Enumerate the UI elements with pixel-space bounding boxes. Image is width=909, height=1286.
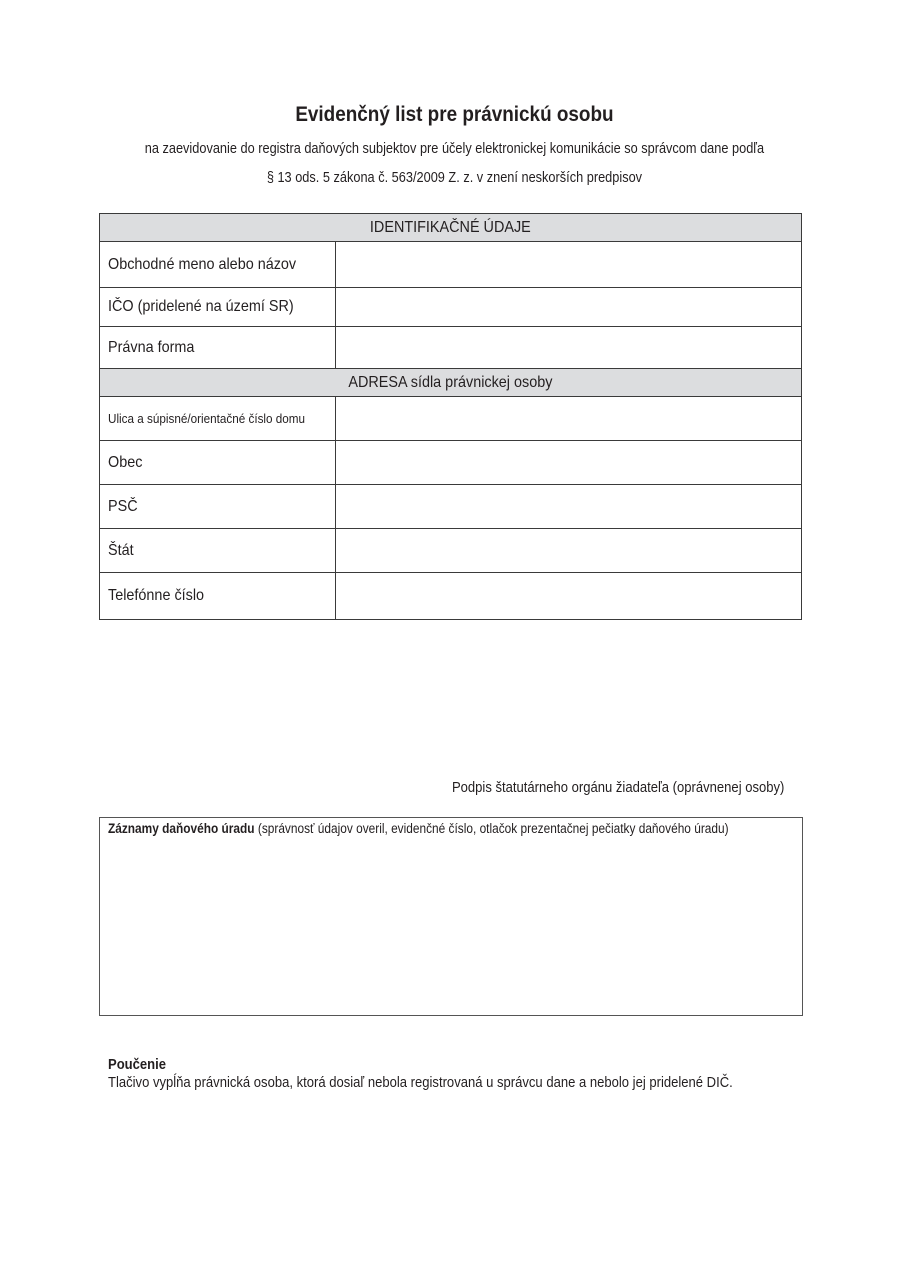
legal-form-field[interactable] [335,327,801,369]
field-label [100,242,336,288]
country-label: Štát [108,541,134,559]
records-heading [108,821,729,836]
section-address-label: ADRESA sídla právnickej osoby [348,373,553,391]
city-field[interactable] [335,441,801,485]
field-label [100,529,336,573]
phone-label: Telefónne číslo [108,587,205,604]
ico-field[interactable] [335,288,801,327]
field-label [100,288,336,327]
ico-label: IČO (pridelené na území SR) [108,298,294,315]
signature-label: Podpis štatutárneho orgánu žiadateľa (oprávnenej osoby) [451,780,784,796]
document-subtitle-line2: § 13 ods. 5 zákona č. 563/2009 Z. z. v znení neskorších predpisov [266,170,643,186]
form-row [100,485,802,529]
section-address-header [100,369,802,397]
notice-text: Tlačivo vypĺňa právnická osoba, ktorá dosiaľ nebola registrovaná u správcu dane a nebolo jej pridelené DIČ. [108,1075,733,1091]
records-title: Záznamy daňového úradu [108,821,255,836]
form-row [100,242,802,288]
section-header-row [100,214,802,242]
notice-title: Poučenie [108,1057,167,1073]
field-label [100,327,336,369]
section-identification-header [100,214,802,242]
document-title: Evidenčný list pre právnickú osobu [295,103,614,126]
field-label [100,485,336,529]
phone-field[interactable] [335,573,801,620]
business-name-label: Obchodné meno alebo názov [108,255,297,273]
city-label: Obec [108,453,143,471]
postal-code-label: PSČ [108,497,138,515]
street-field[interactable] [335,397,801,441]
field-label [100,573,336,620]
field-label [100,441,336,485]
business-name-field[interactable] [335,242,801,288]
records-note: (správnosť údajov overil, evidenčné číslo, otlačok prezentačnej pečiatky daňového úradu) [257,821,729,836]
form-row [100,441,802,485]
registration-form-table [99,213,802,620]
section-identification-label: IDENTIFIKAČNÉ ÚDAJE [370,218,531,236]
postal-code-field[interactable] [335,485,801,529]
form-row [100,573,802,620]
form-row [100,327,802,369]
country-field[interactable] [335,529,801,573]
form-row [100,529,802,573]
tax-office-records-box [99,817,803,1016]
field-label [100,397,336,441]
section-header-row [100,369,802,397]
form-row [100,288,802,327]
legal-form-label: Právna forma [108,338,195,356]
form-row [100,397,802,441]
street-label: Ulica a súpisné/orientačné číslo domu [108,410,306,426]
document-subtitle-line1: na zaevidovanie do registra daňových subjektov pre účely elektronickej komunikácie so správcom dane podľa [144,141,765,157]
